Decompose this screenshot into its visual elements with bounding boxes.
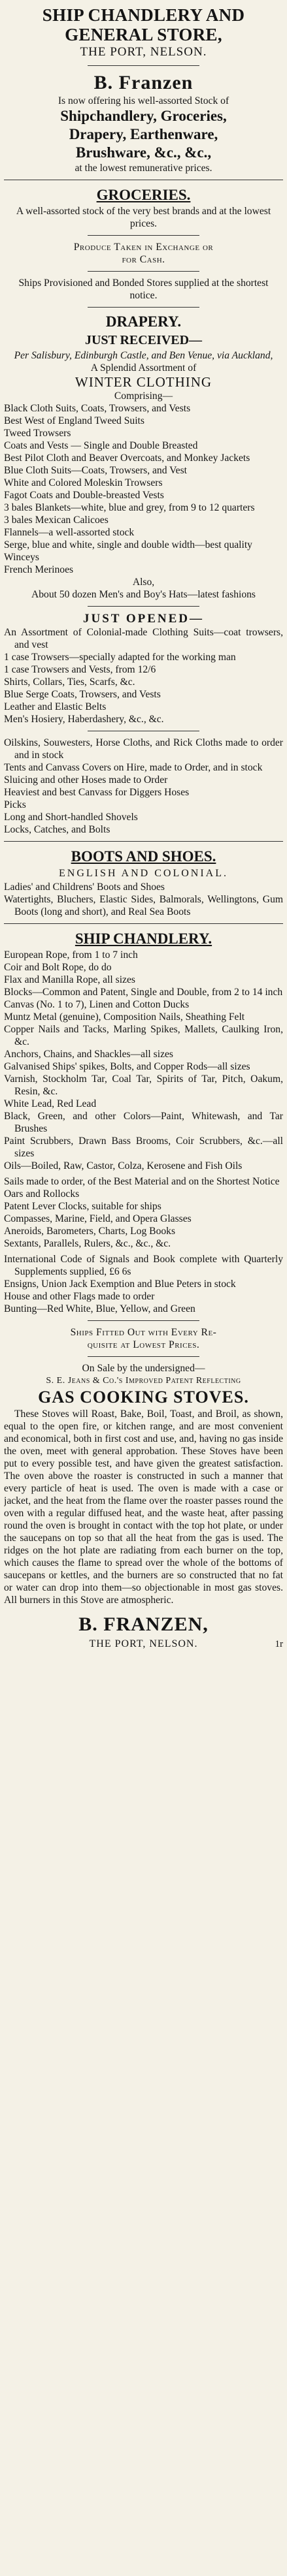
- list-item: Coir and Bolt Rope, do do: [4, 962, 112, 973]
- list-item: Galvanised Ships' spikes, Bolts, and Copper Rods—all sizes: [4, 1061, 250, 1072]
- divider: [4, 841, 283, 842]
- list-item: 3 bales Mexican Calicoes: [4, 515, 109, 526]
- list-item: Heaviest and best Canvass for Diggers Hoses: [4, 787, 190, 798]
- list-item: Muntz Metal (genuine), Composition Nails, Sheathing Felt: [4, 1011, 245, 1023]
- list-item: Aneroids, Barometers, Charts, Log Books: [4, 1226, 176, 1237]
- list-item: Picks: [4, 799, 26, 810]
- footer-mark: 1r: [275, 1639, 283, 1649]
- list-item: Blue Serge Coats, Trowsers, and Vests: [4, 689, 161, 700]
- list-item: Blue Cloth Suits—Coats, Trowsers, and Vest: [4, 465, 188, 476]
- ensigns-text: Ensigns, Union Jack Exemption and Blue Peters in stock: [4, 1279, 236, 1290]
- list-item: Tents and Canvass Covers on Hire, made to Order, and in stock: [4, 762, 263, 773]
- list-item: Men's Hosiery, Haberdashery, &c., &c.: [4, 714, 164, 725]
- gas-cooking-body: These Stoves will Roast, Bake, Boil, Toast, and Broil, as shown, equal to the open fire, or kitchen range, and are most convenient and economical, both in first cost and use, and, having no gas inside the oven, meet with general approbation. These Stoves have been put to every possible test, and have given the greatest satisfaction. The oven above the roaster is constructed in such a manner that every particle of heat is used. The oven is made with a case or jacket, and the heat from the flame over the roaster passes round the oven with a regular diffused heat, and the waste heat, after passing round the oven is brought in contact with the top hot plate, or under the saucepans on top so that all the heat from the gas is used. The ridges on the hot plate are radiating from each burner on the top, which causes the flame to spread over the whole of the bottoms of saucepans or kettles, and the burners are so constructed that no fat or water can drop into them—so objectionable in most gas stoves. All burners in this Stove are atmospheric.: [4, 1408, 283, 1606]
- list-item: Leather and Elastic Belts: [4, 701, 107, 712]
- groceries-title: GROCERIES.: [96, 187, 191, 203]
- list-item: Flax and Manilla Rope, all sizes: [4, 974, 135, 985]
- groceries-text: A well-assorted stock of the very best brands and at the lowest prices.: [16, 206, 271, 229]
- list-item: Black, Green, and other Colors—Paint, Whitewash, and Tar Brushes: [4, 1111, 283, 1134]
- house-flags-text: House and other Flags made to order: [4, 1291, 155, 1302]
- list-item: Oilskins, Souwesters, Horse Cloths, and Rick Cloths made to order and in stock: [4, 737, 283, 761]
- list-item: Varnish, Stockholm Tar, Coal Tar, Spirits of Tar, Pitch, Oakum, Resin, &c.: [4, 1073, 283, 1097]
- list-item: Watertights, Bluchers, Elastic Sides, Balmorals, Wellingtons, Gum Boots (long and short), and Real Sea Boots: [4, 894, 283, 917]
- list-item: Paint Scrubbers, Drawn Bass Brooms, Coir Scrubbers, &c.—all sizes: [4, 1136, 283, 1159]
- fitted-out-line1: Ships Fitted Out with Every Re-: [70, 1327, 217, 1338]
- produce-line1: Produce Taken in Exchange or: [73, 242, 214, 253]
- also-label: Also,: [132, 577, 155, 588]
- sails-made-to-order: Sails made to order, of the Best Material and on the Shortest Notice: [4, 1176, 280, 1187]
- list-item: Copper Nails and Tacks, Marling Spikes, Mallets, Caulking Iron, &c.: [4, 1024, 283, 1047]
- divider: [88, 271, 199, 272]
- footer-location: THE PORT, NELSON.: [89, 1638, 198, 1649]
- boots-subtitle: ENGLISH AND COLONIAL.: [59, 868, 228, 879]
- list-item: Best Pilot Cloth and Beaver Overcoats, and Monkey Jackets: [4, 453, 250, 464]
- fitted-out-line2: quisite at Lowest Prices.: [87, 1339, 200, 1350]
- header-title-line2: GENERAL STORE,: [65, 25, 222, 44]
- list-item: Sluicing and other Hoses made to Order: [4, 774, 168, 786]
- patent-text: S. E. Jeans & Co.'s Improved Patent Reflecting: [46, 1376, 241, 1386]
- oilskins-list: [4, 737, 283, 836]
- on-sale-text: On Sale by the undersigned—: [82, 1363, 205, 1374]
- bunting-text: Bunting—Red White, Blue, Yellow, and Green: [4, 1303, 195, 1314]
- list-item: Fagot Coats and Double-breasted Vests: [4, 490, 164, 501]
- list-item: Oils—Boiled, Raw, Castor, Colza, Kerosene and Fish Oils: [4, 1160, 243, 1171]
- list-item: 3 bales Blankets—white, blue and grey, from 9 to 12 quarters: [4, 502, 255, 513]
- winter-clothing: WINTER CLOTHING: [75, 374, 212, 390]
- divider: [88, 65, 199, 66]
- header-location: THE PORT, NELSON.: [80, 45, 207, 59]
- just-opened-list: [4, 626, 283, 725]
- list-item: 1 case Trowsers and Vests, from 12/6: [4, 664, 156, 675]
- boots-list: [4, 881, 283, 918]
- list-item: Shirts, Collars, Ties, Scarfs, &c.: [4, 676, 135, 688]
- list-item: Ladies' and Childrens' Boots and Shoes: [4, 882, 165, 893]
- header-title-line1: SHIP CHANDLERY AND: [42, 5, 245, 25]
- list-item: French Merinoes: [4, 564, 74, 575]
- divider: [88, 307, 199, 308]
- list-item: Anchors, Chains, and Shackles—all sizes: [4, 1049, 173, 1060]
- produce-line2: for Cash.: [122, 254, 165, 265]
- divider: [4, 923, 283, 924]
- list-item: Best West of England Tweed Suits: [4, 415, 144, 426]
- list-item: Compasses, Marine, Field, and Opera Glasses: [4, 1213, 192, 1224]
- drapery-items-list: [4, 402, 283, 576]
- list-item: Canvas (No. 1 to 7), Linen and Cotton Ducks: [4, 999, 190, 1010]
- ship-chandlery-title: SHIP CHANDLERY.: [75, 930, 212, 947]
- list-item: Oars and Rollocks: [4, 1188, 80, 1200]
- divider: [88, 1320, 199, 1321]
- intro-line2: Shipchandlery, Groceries,: [60, 108, 227, 124]
- list-item: Tweed Trowsers: [4, 428, 71, 439]
- splendid-assortment: A Splendid Assortment of: [90, 362, 197, 374]
- list-item: Winceys: [4, 552, 39, 563]
- divider: [88, 235, 199, 236]
- list-item: European Rope, from 1 to 7 inch: [4, 949, 138, 961]
- list-item: White Lead, Red Lead: [4, 1098, 97, 1109]
- boots-title: BOOTS AND SHOES.: [71, 848, 216, 865]
- drapery-title: DRAPERY.: [105, 313, 182, 330]
- list-item: An Assortment of Colonial-made Clothing Suits—coat trowsers, and vest: [4, 627, 283, 650]
- intro-line1: Is now offering his well-assorted Stock of: [58, 95, 229, 106]
- list-item: White and Colored Moleskin Trowsers: [4, 477, 163, 488]
- intro-line5: at the lowest remunerative prices.: [75, 163, 212, 174]
- divider: [88, 606, 199, 607]
- divider: [88, 1356, 199, 1357]
- footer-name: B. FRANZEN,: [78, 1614, 209, 1635]
- list-item: Patent Lever Clocks, suitable for ships: [4, 1201, 161, 1212]
- comprising: Comprising—: [114, 390, 173, 402]
- list-item: Flannels—a well-assorted stock: [4, 527, 135, 538]
- list-item: Long and Short-handled Shovels: [4, 812, 138, 823]
- just-opened-title: JUST OPENED—: [82, 612, 205, 626]
- list-item: Black Cloth Suits, Coats, Trowsers, and Vests: [4, 403, 191, 414]
- list-item: Locks, Catches, and Bolts: [4, 824, 110, 835]
- list-item: Blocks—Common and Patent, Single and Double, from 2 to 14 inch: [4, 987, 283, 998]
- footer-signature-row: [4, 1636, 283, 1652]
- also-text: About 50 dozen Men's and Boy's Hats—latest fashions: [31, 589, 256, 600]
- per-ships: Per Salisbury, Edinburgh Castle, and Ben Venue, via Auckland,: [14, 350, 273, 361]
- just-received: JUST RECEIVED—: [84, 333, 203, 347]
- advertisement-page: [4, 5, 283, 2566]
- intro-line4: Brushware, &c., &c.,: [75, 144, 212, 161]
- list-item: 1 case Trowsers—specially adapted for the working man: [4, 652, 236, 663]
- ships-provisioned: Ships Provisioned and Bonded Stores supplied at the shortest notice.: [18, 278, 269, 301]
- ship-chandlery-more-list: [4, 1188, 283, 1250]
- ship-chandlery-list: [4, 949, 283, 1172]
- gas-cooking-title: GAS COOKING STOVES.: [38, 1388, 249, 1407]
- signals-text: International Code of Signals and Book complete with Quarterly Supplements supplied, £6 6s: [4, 1254, 283, 1277]
- list-item: Serge, blue and white, single and double width—best quality: [4, 539, 252, 550]
- list-item: Sextants, Parallels, Rulers, &c., &c., &c.: [4, 1238, 171, 1249]
- proprietor-name: B. Franzen: [93, 72, 194, 93]
- list-item: Coats and Vests — Single and Double Breasted: [4, 440, 198, 451]
- intro-line3: Drapery, Earthenware,: [69, 126, 218, 142]
